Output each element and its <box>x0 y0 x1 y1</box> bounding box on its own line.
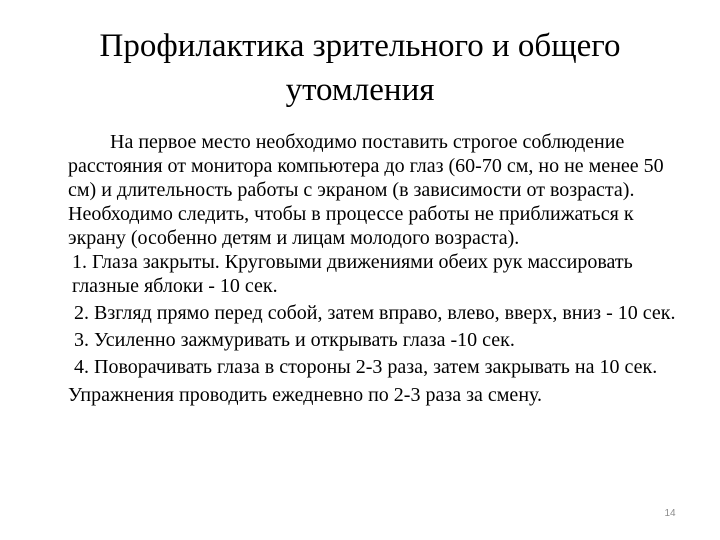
intro-paragraph: На первое место необходимо поставить строгое соблюдение расстояния от монитора компьютера до глаз (60-70 см, но не менее 50 см) и длительность работы с экраном (в зависимости от возраста). Необходимо следить, чтобы в процессе работы не приближаться к экрану (особенно детям и лицам молодого возраста). <box>68 131 664 249</box>
exercise-item-4: 4. Поворачивать глаза в стороны 2-3 раза, затем закрывать на 10 сек. <box>74 356 658 378</box>
exercise-item-1: 1. Глаза закрыты. Круговыми движениями обеих рук массировать глазные яблоки - 10 сек. <box>72 251 633 297</box>
slide-title: Профилактика зрительного и общего утомления <box>99 28 621 108</box>
page-number: 14 <box>664 508 676 519</box>
exercise-item-3: 3. Усиленно зажмуривать и открывать глаза -10 сек. <box>74 329 515 351</box>
exercise-item-2: 2. Взгляд прямо перед собой, затем вправо, влево, вверх, вниз - 10 сек. <box>74 302 676 324</box>
slide-body <box>68 130 683 407</box>
closing-note: Упражнения проводить ежедневно по 2-3 раза за смену. <box>68 384 543 406</box>
